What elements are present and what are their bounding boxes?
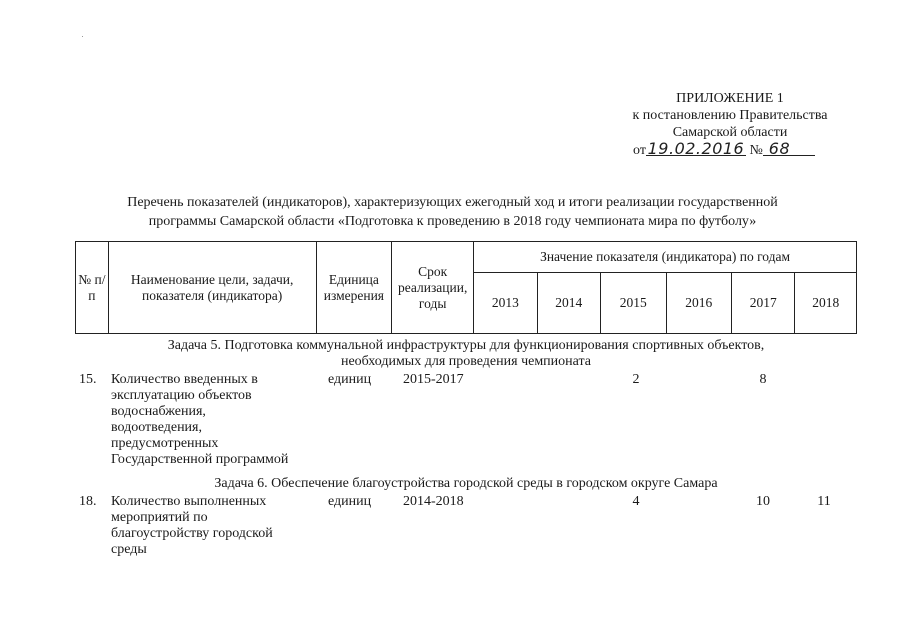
header-term: Срок реализации, годы bbox=[392, 242, 474, 334]
handwritten-date: 19.02.2016 bbox=[647, 139, 745, 158]
title-line-1: Перечень показателей (индикаторов), характеризующих ежегодный ход и итоги реализации государственной bbox=[127, 195, 778, 210]
date-prefix: от bbox=[633, 143, 646, 158]
row-15-value-2015: 2 bbox=[632, 372, 640, 387]
row-18-term: 2014-2018 bbox=[403, 494, 464, 509]
header-num: № п/п bbox=[76, 242, 109, 334]
header-year: 2013 bbox=[474, 273, 537, 334]
header-year: 2017 bbox=[732, 273, 795, 334]
row-15-num: 15. bbox=[79, 372, 97, 387]
appendix-date-line bbox=[633, 139, 815, 159]
row-18-unit: единиц bbox=[328, 494, 372, 509]
header-values-group: Значение показателя (индикатора) по годам bbox=[474, 242, 857, 273]
row-15-name: Количество введенных в эксплуатацию объектов водоснабжения, водоотведения, предусмотренных Государственной программой bbox=[111, 372, 289, 467]
row-18-value-2017: 10 bbox=[756, 494, 770, 509]
row-15-value-2017: 8 bbox=[759, 372, 767, 387]
header-year: 2016 bbox=[666, 273, 732, 334]
task-6-heading: Задача 6. Обеспечение благоустройства городской среды в городском округе Самара bbox=[214, 476, 718, 491]
appendix-title: ПРИЛОЖЕНИЕ 1 bbox=[676, 91, 784, 106]
header-year: 2015 bbox=[601, 273, 667, 334]
task-5-heading: Задача 5. Подготовка коммунальной инфраструктуры для функционирования спортивных объектов, необходимых для проведения чемпионата bbox=[167, 338, 765, 369]
header-year: 2014 bbox=[537, 273, 600, 334]
title-line-2: программы Самарской области «Подготовка к проведению в 2018 году чемпионата мира по футболу» bbox=[148, 214, 757, 229]
handwritten-number: 68 bbox=[768, 139, 791, 158]
row-18-value-2015: 4 bbox=[632, 494, 640, 509]
header-year: 2018 bbox=[795, 273, 857, 334]
appendix-region-line: Самарской области bbox=[672, 125, 788, 140]
number-sign: № bbox=[749, 143, 763, 158]
row-18-name: Количество выполненных мероприятий по благоустройству городской среды bbox=[111, 494, 273, 557]
row-18-num: 18. bbox=[79, 494, 97, 509]
indicators-table-header bbox=[75, 241, 857, 334]
row-15-unit: единиц bbox=[328, 372, 372, 387]
appendix-decree-line: к постановлению Правительства bbox=[632, 108, 828, 123]
scan-speck bbox=[82, 36, 83, 37]
document-title bbox=[0, 193, 905, 231]
row-18-value-2018: 11 bbox=[817, 494, 831, 509]
header-unit: Единица измерения bbox=[316, 242, 392, 334]
row-15-term: 2015-2017 bbox=[403, 372, 464, 387]
appendix-block bbox=[610, 90, 850, 141]
header-name: Наименование цели, задачи, показателя (индикатора) bbox=[108, 242, 316, 334]
